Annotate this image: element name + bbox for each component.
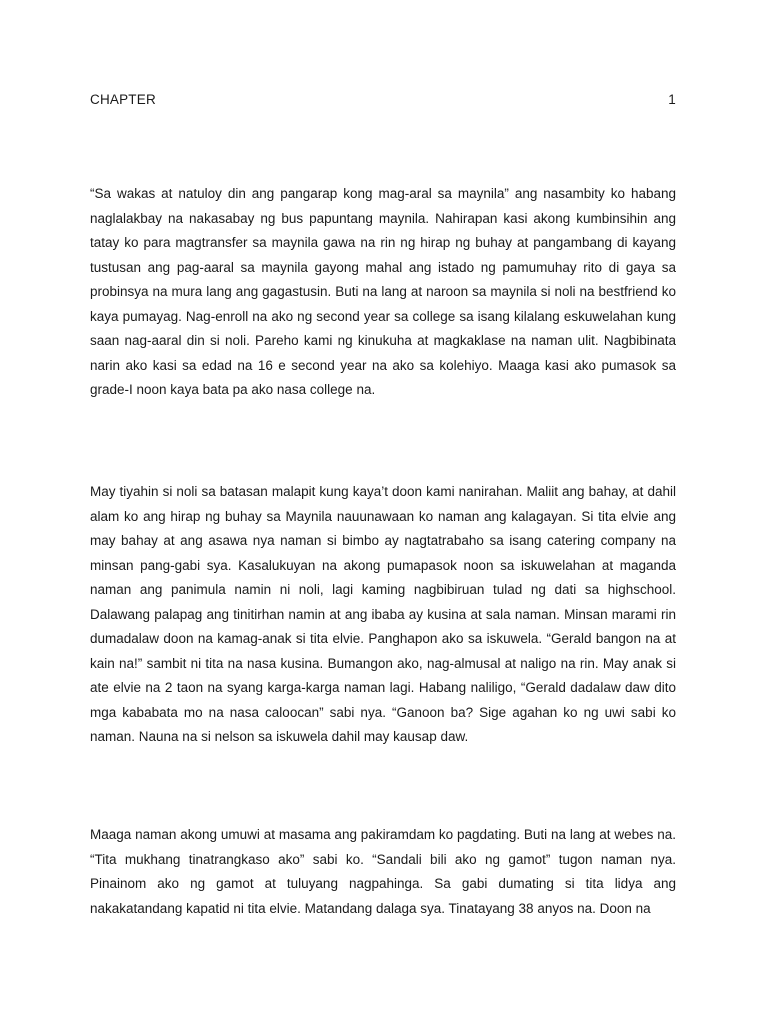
page-header (90, 92, 676, 112)
chapter-label: CHAPTER (90, 92, 156, 107)
paragraph-2: May tiyahin si noli sa batasan malapit kung kaya’t doon kami nanirahan. Maliit ang bahay, at dahil alam ko ang hirap ng buhay sa Maynila nauunawaan ko naman ang kalagayan. Si tita elvie ang may bahay at ang asawa nya naman si bimbo ay nagtatrabaho sa isang catering company na minsan pang-gabi sya. Kasalukuyan na akong pumapasok noon sa iskuwelahan at maganda naman ang panimula namin ni noli, lagi kaming nagbibiruan tulad ng dati sa highschool. Dalawang palapag ang tinitirhan namin at ang ibaba ay kusina at sala naman. Minsan marami rin dumadalaw doon na kamag-anak si tita elvie. Panghapon ako sa iskuwela. “Gerald bangon na at kain na!” sambit ni tita na nasa kusina. Bumangon ako, nag-almusal at naligo na rin. May anak si ate elvie na 2 taon na syang karga-karga naman lagi. Habang naliligo, “Gerald dadalaw daw dito mga kababata mo na nasa caloocan” sabi nya. “Ganoon ba? Sige agahan ko ng uwi sabi ko naman. Nauna na si nelson sa iskuwela dahil may kausap daw. (90, 484, 676, 744)
paragraph-3: Maaga naman akong umuwi at masama ang pakiramdam ko pagdating. Buti na lang at webes na. “Tita mukhang tinatrangkaso ako” sabi ko. “Sandali bili ako ng gamot” tugon naman nya. Pinainom ako ng gamot at tuluyang nagpahinga. Sa gabi dumating si tita lidya ang nakakatandang kapatid ni tita elvie. Matandang dalaga sya. Tinatayang 38 anyos na. Doon na (90, 827, 676, 916)
page-number: 1 (668, 92, 676, 107)
paragraph-1: “Sa wakas at natuloy din ang pangarap kong mag-aral sa maynila” ang nasambity ko habang naglalakbay na nakasabay ng bus papuntang maynila. Nahirapan kasi akong kumbinsihin ang tatay ko para magtransfer sa maynila gawa na rin ng hirap ng buhay at pangambang di kayang tustusan ang pag-aaral sa maynila gayong mahal ang istado ng pamumuhay rito di gaya sa probinsya na mura lang ang gagastusin. Buti na lang at naroon sa maynila si noli na bestfriend ko kaya pumayag. Nag-enroll na ako ng second year sa college sa isang kilalang eskuwelahan kung saan nag-aaral din si noli. Pareho kami ng kinukuha at magkaklase na naman ulit. Nagbibinata narin ako kasi sa edad na 16 e second year na ako sa kolehiyo. Maaga kasi ako pumasok sa grade-I noon kaya bata pa ako nasa college na. (90, 186, 676, 397)
